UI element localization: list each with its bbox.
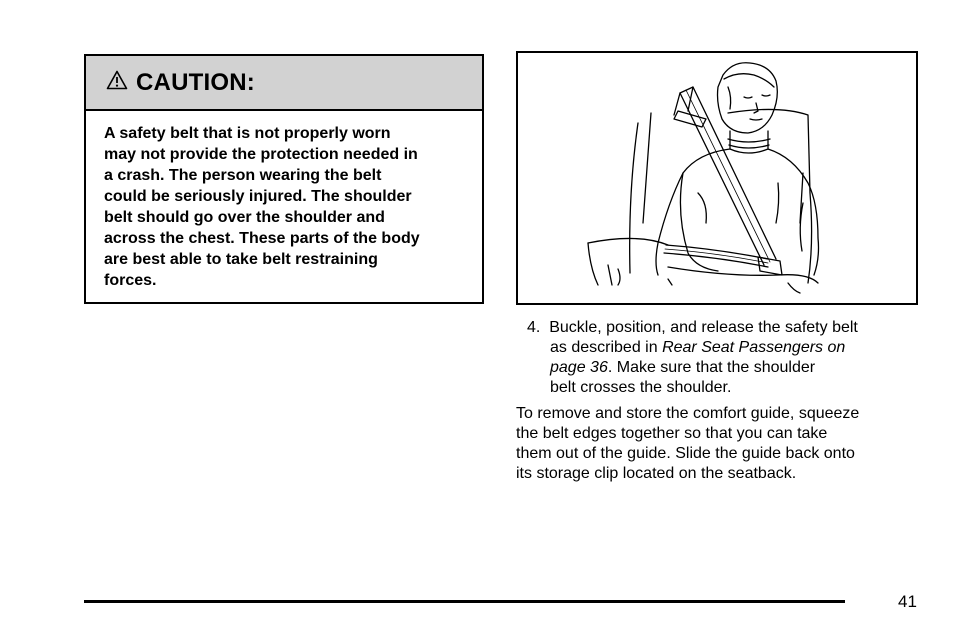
caution-text: [86, 111, 482, 291]
page-number: 41: [898, 592, 917, 611]
step-line: belt crosses the shoulder.: [550, 379, 732, 396]
step-line: [527, 338, 858, 358]
caution-line: could be seriously injured. The shoulder: [104, 188, 412, 205]
step-text: as described in: [550, 339, 663, 356]
seated-passenger-drawing: [518, 53, 916, 303]
caution-line: are best able to take belt restraining: [104, 251, 378, 268]
caution-title: CAUTION:: [136, 68, 255, 96]
caution-line: A safety belt that is not properly worn: [104, 125, 391, 142]
caution-line: belt should go over the shoulder and: [104, 209, 385, 226]
paragraph-line: them out of the guide. Slide the guide back onto: [516, 445, 855, 462]
seatbelt-illustration: [516, 51, 918, 305]
cross-reference: Rear Seat Passengers on: [662, 339, 846, 356]
step-text: Buckle, position, and release the safety belt: [549, 319, 858, 336]
caution-line: forces.: [104, 272, 157, 289]
warning-triangle-icon: [106, 70, 128, 95]
step-line: [527, 318, 858, 338]
instruction-step-4: [527, 318, 858, 398]
body-paragraph: [516, 404, 859, 484]
paragraph-line: To remove and store the comfort guide, squeeze: [516, 405, 860, 422]
caution-header: [86, 56, 482, 111]
caution-line: may not provide the protection needed in: [104, 146, 418, 163]
footer-rule: [84, 600, 845, 603]
step-line: [527, 358, 858, 378]
step-text: . Make sure that the shoulder: [607, 359, 816, 376]
paragraph-line: its storage clip located on the seatback.: [516, 465, 797, 482]
step-number: 4.: [527, 319, 541, 336]
cross-reference: page 36: [550, 359, 608, 376]
caution-line: a crash. The person wearing the belt: [104, 167, 382, 184]
paragraph-line: the belt edges together so that you can take: [516, 425, 828, 442]
caution-box: [84, 54, 484, 304]
caution-line: across the chest. These parts of the body: [104, 230, 420, 247]
